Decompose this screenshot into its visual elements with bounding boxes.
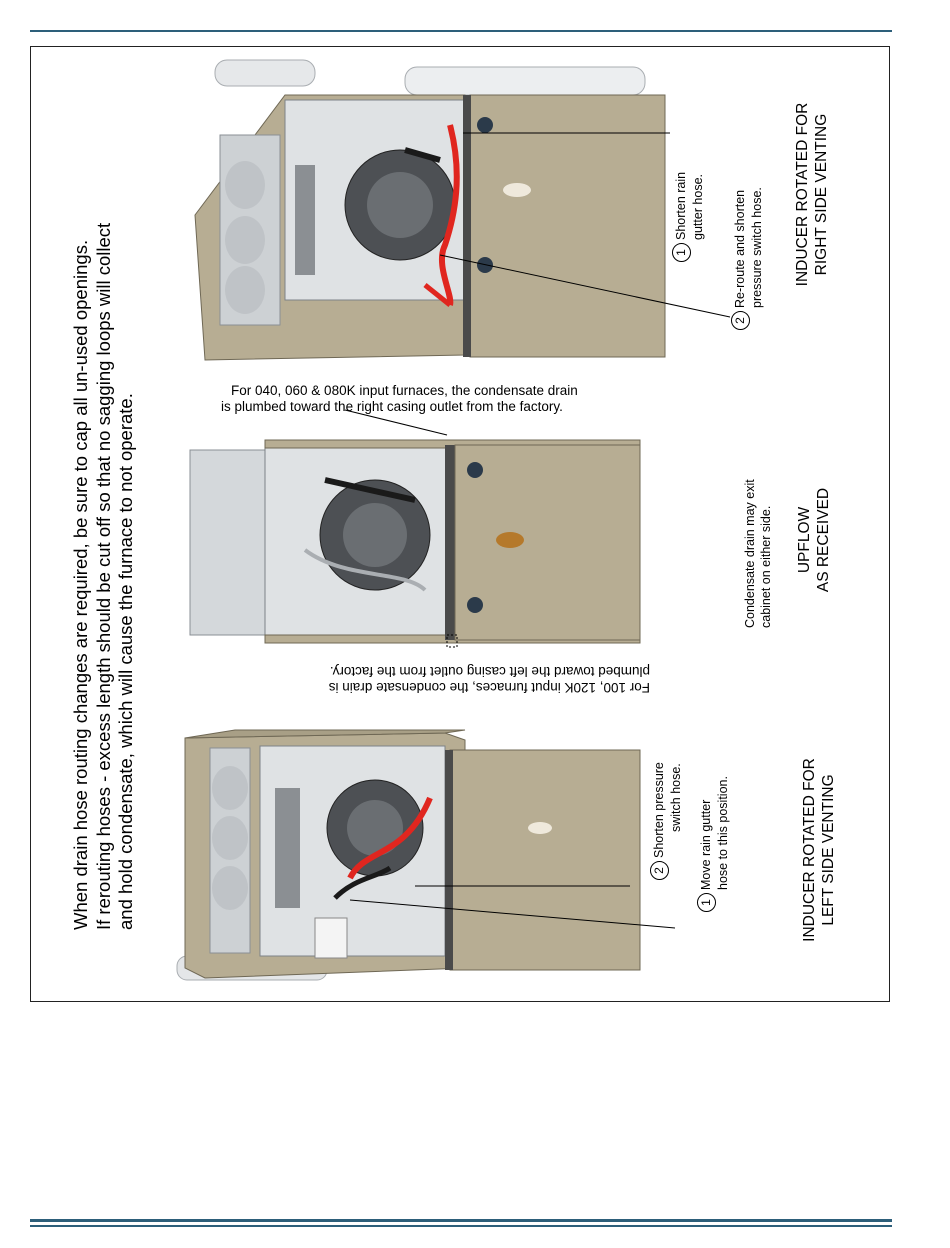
middle-top-note bbox=[221, 383, 578, 415]
middle-top-note-line1: For 040, 060 & 080K input furnaces, the condensate drain bbox=[231, 383, 578, 398]
left-callout-2-line1: Shorten pressure bbox=[651, 762, 666, 858]
right-callout-1-number: 1 bbox=[672, 243, 691, 262]
right-callout-2 bbox=[731, 187, 765, 330]
footer-rule-top bbox=[30, 1219, 892, 1222]
middle-top-note-line2: is plumbed toward the right casing outlet from the factory. bbox=[221, 399, 563, 414]
right-callout-2-line2: pressure switch hose. bbox=[750, 187, 764, 308]
right-callout-1-line1: Shorten rain bbox=[673, 171, 688, 240]
intro-line-1: When drain hose routing changes are required, be sure to cap all un-used openings. bbox=[70, 239, 91, 930]
right-caption bbox=[793, 87, 831, 302]
furnace-upflow-as-received bbox=[185, 440, 655, 645]
left-callout-1-number: 1 bbox=[697, 893, 716, 912]
furnace-left-side-venting bbox=[175, 728, 650, 996]
left-callout-2-number: 2 bbox=[650, 861, 669, 880]
middle-bottom-note-line2: plumbed toward the left casing outlet from the factory. bbox=[329, 664, 650, 679]
intro-line-2: If rerouting hoses - excess length should be cut off so that no sagging loops will collect bbox=[92, 222, 114, 930]
middle-side-note bbox=[742, 479, 774, 628]
middle-caption-line1: UPFLOW bbox=[796, 506, 813, 574]
left-callout-2-line2: switch hose. bbox=[669, 763, 683, 832]
left-caption bbox=[800, 738, 838, 962]
left-caption-line2: LEFT SIDE VENTING bbox=[820, 774, 837, 926]
left-callout-2 bbox=[650, 762, 684, 880]
right-callout-1 bbox=[672, 172, 706, 262]
right-callout-1-line2: gutter hose. bbox=[691, 173, 705, 240]
middle-side-note-line1: Condensate drain may exit bbox=[743, 479, 757, 628]
middle-bottom-note bbox=[329, 663, 650, 695]
footer-rule-bottom bbox=[30, 1225, 892, 1227]
furnace-right-side-venting bbox=[195, 55, 670, 365]
right-callout-2-number: 2 bbox=[731, 311, 750, 330]
right-caption-line2: RIGHT SIDE VENTING bbox=[813, 113, 830, 276]
middle-side-note-line2: cabinet on either side. bbox=[759, 505, 773, 628]
left-callout-1-line1: Move rain gutter bbox=[698, 799, 713, 890]
intro-text bbox=[70, 130, 138, 930]
middle-caption bbox=[795, 475, 833, 605]
middle-caption-line2: AS RECEIVED bbox=[815, 487, 832, 593]
middle-bottom-note-line1: For 100, 120K input furnaces, the condensate drain is bbox=[328, 680, 650, 695]
right-caption-line1: INDUCER ROTATED FOR bbox=[794, 102, 811, 287]
left-callout-1 bbox=[697, 776, 731, 912]
left-caption-line1: INDUCER ROTATED FOR bbox=[801, 758, 818, 942]
right-callout-2-line1: Re-route and shorten bbox=[732, 189, 747, 308]
intro-line-3: and hold condensate, which will cause the furnace to not operate. bbox=[115, 393, 136, 930]
left-callout-1-line2: hose to this position. bbox=[716, 776, 730, 890]
header-rule bbox=[30, 30, 892, 32]
